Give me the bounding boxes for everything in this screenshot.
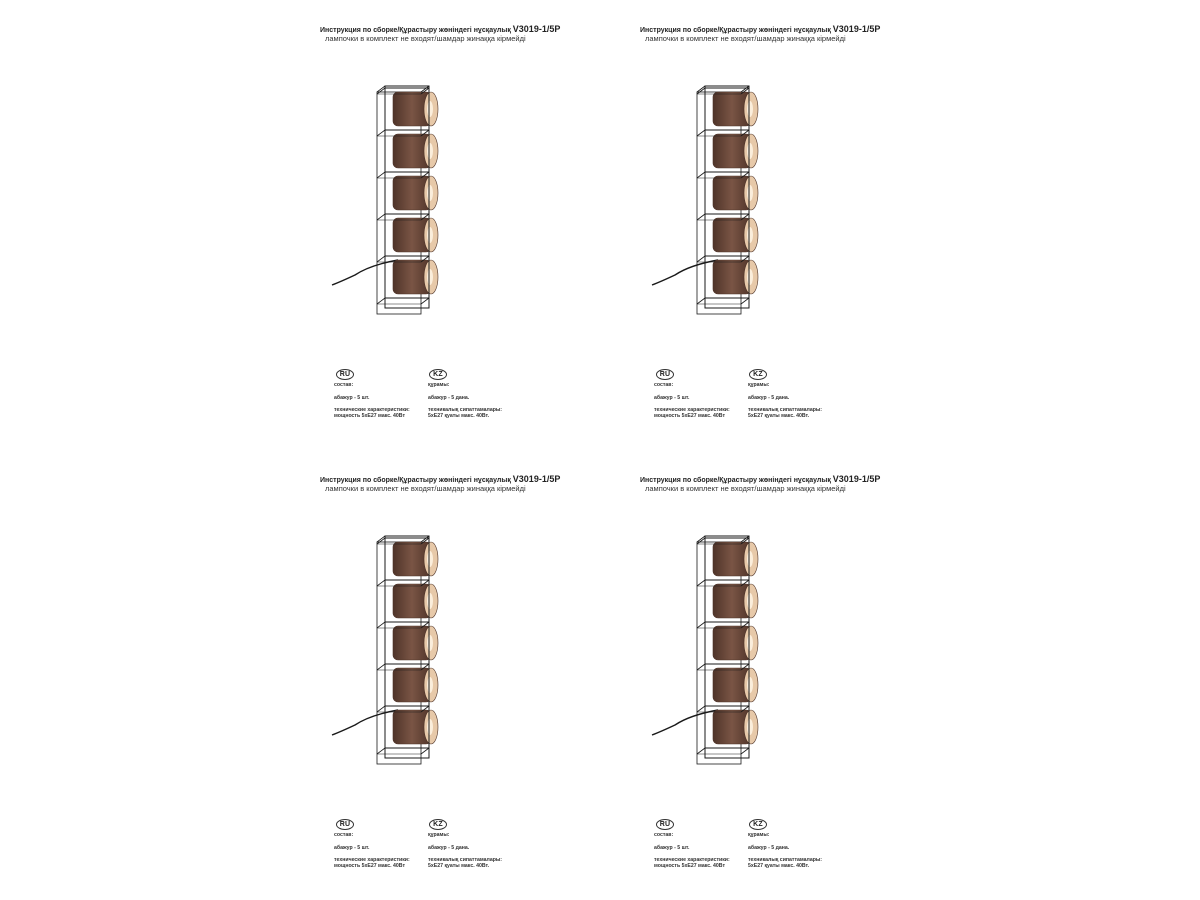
cage-shelf-side: [741, 748, 749, 754]
cage-shelf-side: [697, 706, 705, 712]
page-subtitle: лампочки в комплект не входят/шамдар жинаққа кірмейді: [325, 34, 526, 43]
instruction-page-4: [320, 450, 920, 900]
ru-language-badge: RU: [336, 819, 354, 830]
ru-composition-label: состав:: [334, 832, 354, 838]
lamp-shade: [713, 710, 758, 744]
kz-composition-label: құрамы:: [748, 382, 770, 388]
cage-shelf-side: [697, 256, 705, 262]
lamp-shade: [713, 134, 758, 168]
ru-composition-label: состав:: [654, 382, 674, 388]
power-cord: [652, 260, 718, 285]
cage-shelf-side: [697, 172, 705, 178]
page-subtitle: лампочки в комплект не входят/шамдар жинаққа кірмейді: [325, 484, 526, 493]
cage-shelf-side: [697, 580, 705, 586]
lamp-shade: [713, 668, 758, 702]
ru-shade-count: абажур - 5 шт.: [654, 845, 690, 851]
ru-language-badge: RU: [656, 369, 674, 380]
kz-shade-count: абажур - 5 дана.: [428, 845, 470, 851]
power-cord: [652, 710, 718, 735]
ru-language-badge: RU: [656, 819, 674, 830]
cage-shelf-side: [697, 130, 705, 136]
cage-shelf-side: [697, 748, 705, 754]
page-title: Инструкция по сборке/Құрастыру жөніндегі нұсқаулық V3019-1/5P: [640, 24, 881, 34]
ru-shade-count: абажур - 5 шт.: [334, 845, 370, 851]
page-title: Инструкция по сборке/Құрастыру жөніндегі нұсқаулық V3019-1/5P: [320, 24, 561, 34]
kz-technical-specs: техникалық сипаттамалары: 5xE27 қуаты макс. 40Вт.: [748, 407, 823, 419]
cage-shelf-side: [697, 214, 705, 220]
ru-technical-specs: технические характеристики: мощность 5xE27 макс. 40Вт: [334, 407, 410, 419]
ru-composition-label: состав:: [334, 382, 354, 388]
page-title: Инструкция по сборке/Құрастыру жөніндегі нұсқаулық V3019-1/5P: [320, 474, 561, 484]
kz-language-badge: KZ: [429, 369, 447, 380]
kz-composition-label: құрамы:: [748, 832, 770, 838]
model-number: V3019-1/5P: [832, 474, 881, 484]
lamp-shade: [713, 92, 758, 126]
kz-language-badge: KZ: [749, 369, 767, 380]
ru-shade-count: абажур - 5 шт.: [654, 395, 690, 401]
page-subtitle: лампочки в комплект не входят/шамдар жинаққа кірмейді: [645, 484, 846, 493]
ru-shade-count: абажур - 5 шт.: [334, 395, 370, 401]
lamp-shade: [713, 542, 758, 576]
ru-technical-specs: технические характеристики: мощность 5xE27 макс. 40Вт: [654, 407, 730, 419]
lamp-shade: [713, 584, 758, 618]
kz-technical-specs: техникалық сипаттамалары: 5xE27 қуаты макс. 40Вт.: [428, 857, 503, 869]
instruction-page-2: [320, 0, 920, 450]
cage-shelf-side: [741, 298, 749, 304]
page-title: Инструкция по сборке/Құрастыру жөніндегі нұсқаулық V3019-1/5P: [640, 474, 881, 484]
kz-technical-specs: техникалық сипаттамалары: 5xE27 қуаты макс. 40Вт.: [428, 407, 503, 419]
cage-shelf-side: [697, 298, 705, 304]
ru-technical-specs: технические характеристики: мощность 5xE27 макс. 40Вт: [334, 857, 410, 869]
page-subtitle: лампочки в комплект не входят/шамдар жинаққа кірмейді: [645, 34, 846, 43]
kz-language-badge: KZ: [749, 819, 767, 830]
kz-composition-label: құрамы:: [428, 382, 450, 388]
model-number: V3019-1/5P: [512, 24, 561, 34]
model-number: V3019-1/5P: [832, 24, 881, 34]
kz-composition-label: құрамы:: [428, 832, 450, 838]
kz-language-badge: KZ: [429, 819, 447, 830]
floor-lamp-illustration: [650, 80, 770, 315]
lamp-shade: [713, 218, 758, 252]
floor-lamp-illustration: [650, 530, 770, 765]
lamp-shade: [713, 176, 758, 210]
ru-technical-specs: технические характеристики: мощность 5xE27 макс. 40Вт: [654, 857, 730, 869]
kz-technical-specs: техникалық сипаттамалары: 5xE27 қуаты макс. 40Вт.: [748, 857, 823, 869]
lamp-shade: [713, 626, 758, 660]
model-number: V3019-1/5P: [512, 474, 561, 484]
kz-shade-count: абажур - 5 дана.: [748, 845, 790, 851]
kz-shade-count: абажур - 5 дана.: [748, 395, 790, 401]
cage-shelf-side: [697, 622, 705, 628]
ru-composition-label: состав:: [654, 832, 674, 838]
lamp-shade: [713, 260, 758, 294]
cage-shelf-side: [697, 664, 705, 670]
ru-language-badge: RU: [336, 369, 354, 380]
kz-shade-count: абажур - 5 дана.: [428, 395, 470, 401]
